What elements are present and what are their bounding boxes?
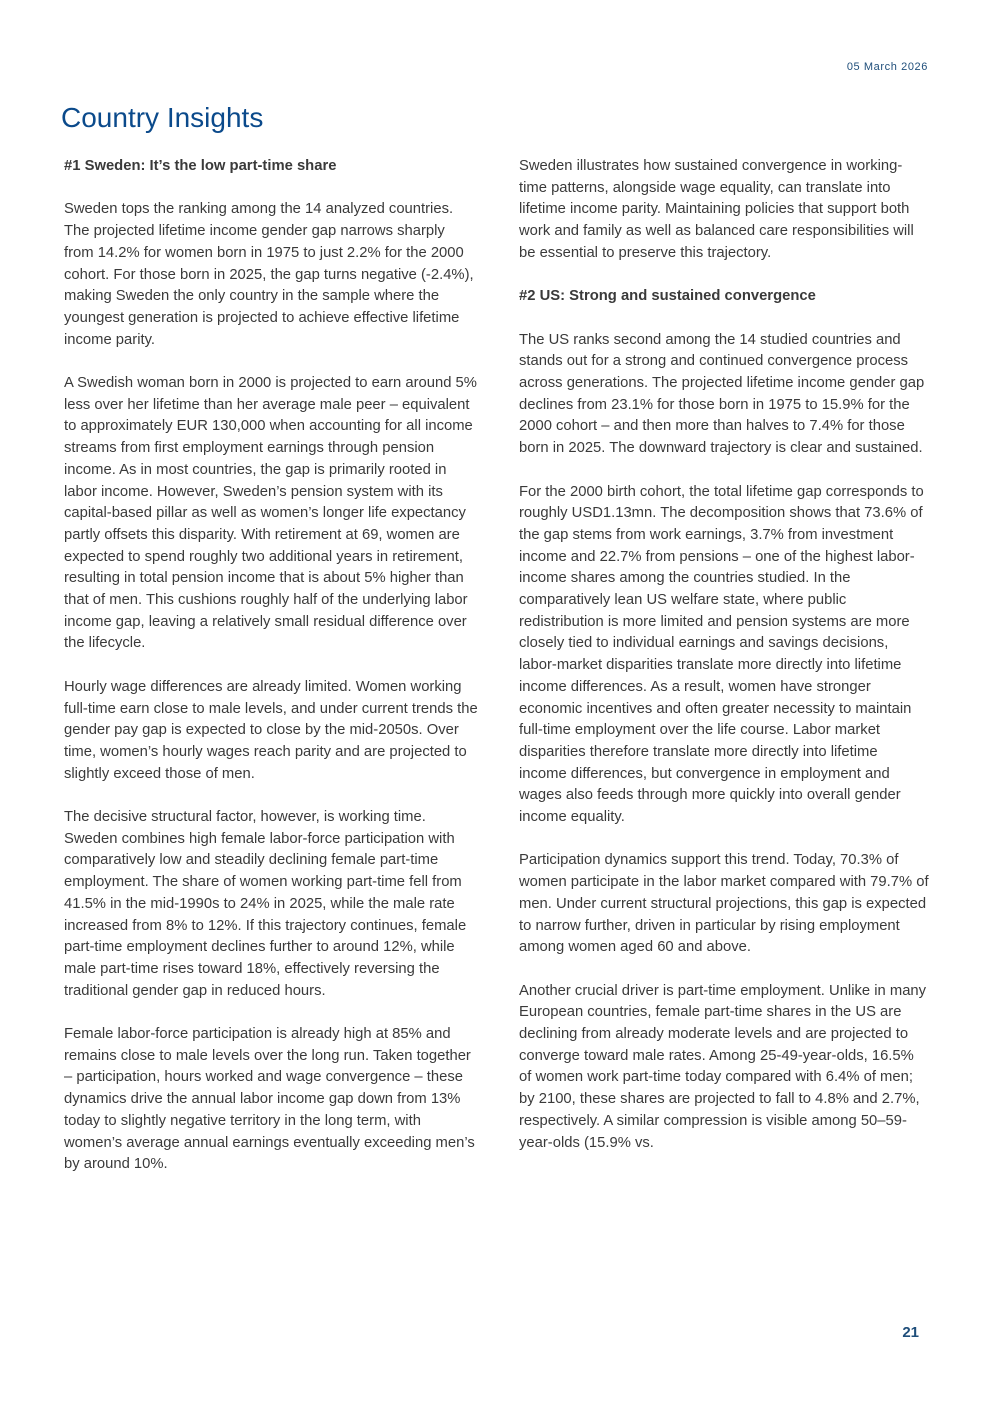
paragraph: Sweden tops the ranking among the 14 analyzed countries. The projected lifetime income gender gap narrows sharply from 14.2% for women born in 1975 to just 2.2% for the 2000 cohort. For those born in 2025, the gap turns negative (-2.4%), making Sweden the only country in the sample where the youngest generation is projected to achieve effective lifetime income parity. — [64, 201, 474, 348]
paragraph: The decisive structural factor, however, is working time. Sweden combines high female labor-force participation with comparatively low and steadily declining female part-time employment. The share of women working part-time fell from 41.5% in the mid-1990s to 24% in 2025, while the male rate increased from 8% to 12%. If this trajectory continues, female part-time employment declines further to around 12%, while male part-time rises toward 18%, effectively reversing the traditional gender gap in reduced hours. — [64, 809, 467, 999]
right-column — [519, 156, 929, 1176]
paragraph: The US ranks second among the 14 studied countries and stands out for a strong and continued convergence process across generations. The projected lifetime income gender gap declines from 23.1% for those born in 1975 to 15.9% for the 2000 cohort – and then more than halves to 7.4% for those born in 2025. The downward trajectory is clear and sustained. — [519, 331, 925, 457]
page-number: 21 — [902, 1324, 919, 1341]
section-heading-sweden: #1 Sweden: It’s the low part-time share — [64, 158, 337, 174]
paragraph: A Swedish woman born in 2000 is projected to earn around 5% less over her lifetime than her average male peer – equivalent to approximately EUR 130,000 when accounting for all income streams from first employment earnings through pension income. As in most countries, the gap is primarily rooted in labor income. However, Sweden’s pension system with its capital-based pillar as well as women’s longer life expectancy partly offsets this disparity. With retirement at 69, women are expected to spend roughly two additional years in retirement, resulting in total pension income that is about 5% higher than that of men. This cushions roughly half of the underlying labor income gap, leaving a relatively small residual difference over the lifecycle. — [64, 375, 477, 652]
paragraph: Another crucial driver is part-time employment. Unlike in many European countries, female part-time shares in the US are declining from already moderate levels and are projected to converge toward male rates. Among 25-49-year-olds, 16.5% of women work part-time today compared with 6.4% of men; by 2100, these shares are projected to fall to 4.8% and 2.7%, respectively. A similar compression is visible among 50–59-year-olds (15.9% vs. — [519, 982, 927, 1151]
section-heading-us: #2 US: Strong and sustained convergence — [519, 288, 816, 305]
paragraph: For the 2000 birth cohort, the total lifetime gap corresponds to roughly USD1.13mn. The decomposition shows that 73.6% of the gap stems from work earnings, 3.7% from investment income and 22.7% from pensions – one of the highest labor-income shares among the countries studied. In the comparatively lean US welfare state, where public redistribution is more limited and pension systems are more closely tied to individual earnings and savings decisions, labor-market disparities translate more directly into lifetime income differences. As a result, women have stronger economic incentives and often greater necessity to maintain full-time employment over the life course. Labor market disparities therefore translate more directly into lifetime income differences, but convergence in employment and wages also feeds through more quickly into overall gender income equality. — [519, 483, 924, 826]
paragraph: Participation dynamics support this trend. Today, 70.3% of women participate in the labor market compared with 79.7% of men. Under current structural projections, this gap is expected to narrow further, driven in particular by rising employment among women aged 60 and above. — [519, 852, 929, 956]
paragraph: Hourly wage differences are already limited. Women working full-time earn close to male levels, and under current trends the gender pay gap is expected to close by the mid-2050s. Over time, women’s hourly wages reach parity and are projected to slightly exceed those of men. — [64, 678, 478, 782]
report-date: 05 March 2026 — [846, 61, 928, 73]
paragraph: Female labor-force participation is already high at 85% and remains close to male levels over the long run. Taken together – participation, hours worked and wage convergence – these dynamics drive the annual labor income gap down from 13% today to slightly negative territory in the long term, with women’s average annual earnings eventually exceeding men’s by around 10%. — [64, 1026, 475, 1173]
paragraph: Sweden illustrates how sustained convergence in working-time patterns, alongside wage equality, can translate into lifetime income parity. Maintaining policies that support both work and family as well as balanced care responsibilities will be essential to preserve this trajectory. — [519, 158, 914, 261]
left-column — [64, 156, 478, 1198]
page-title: Country Insights — [61, 102, 264, 133]
